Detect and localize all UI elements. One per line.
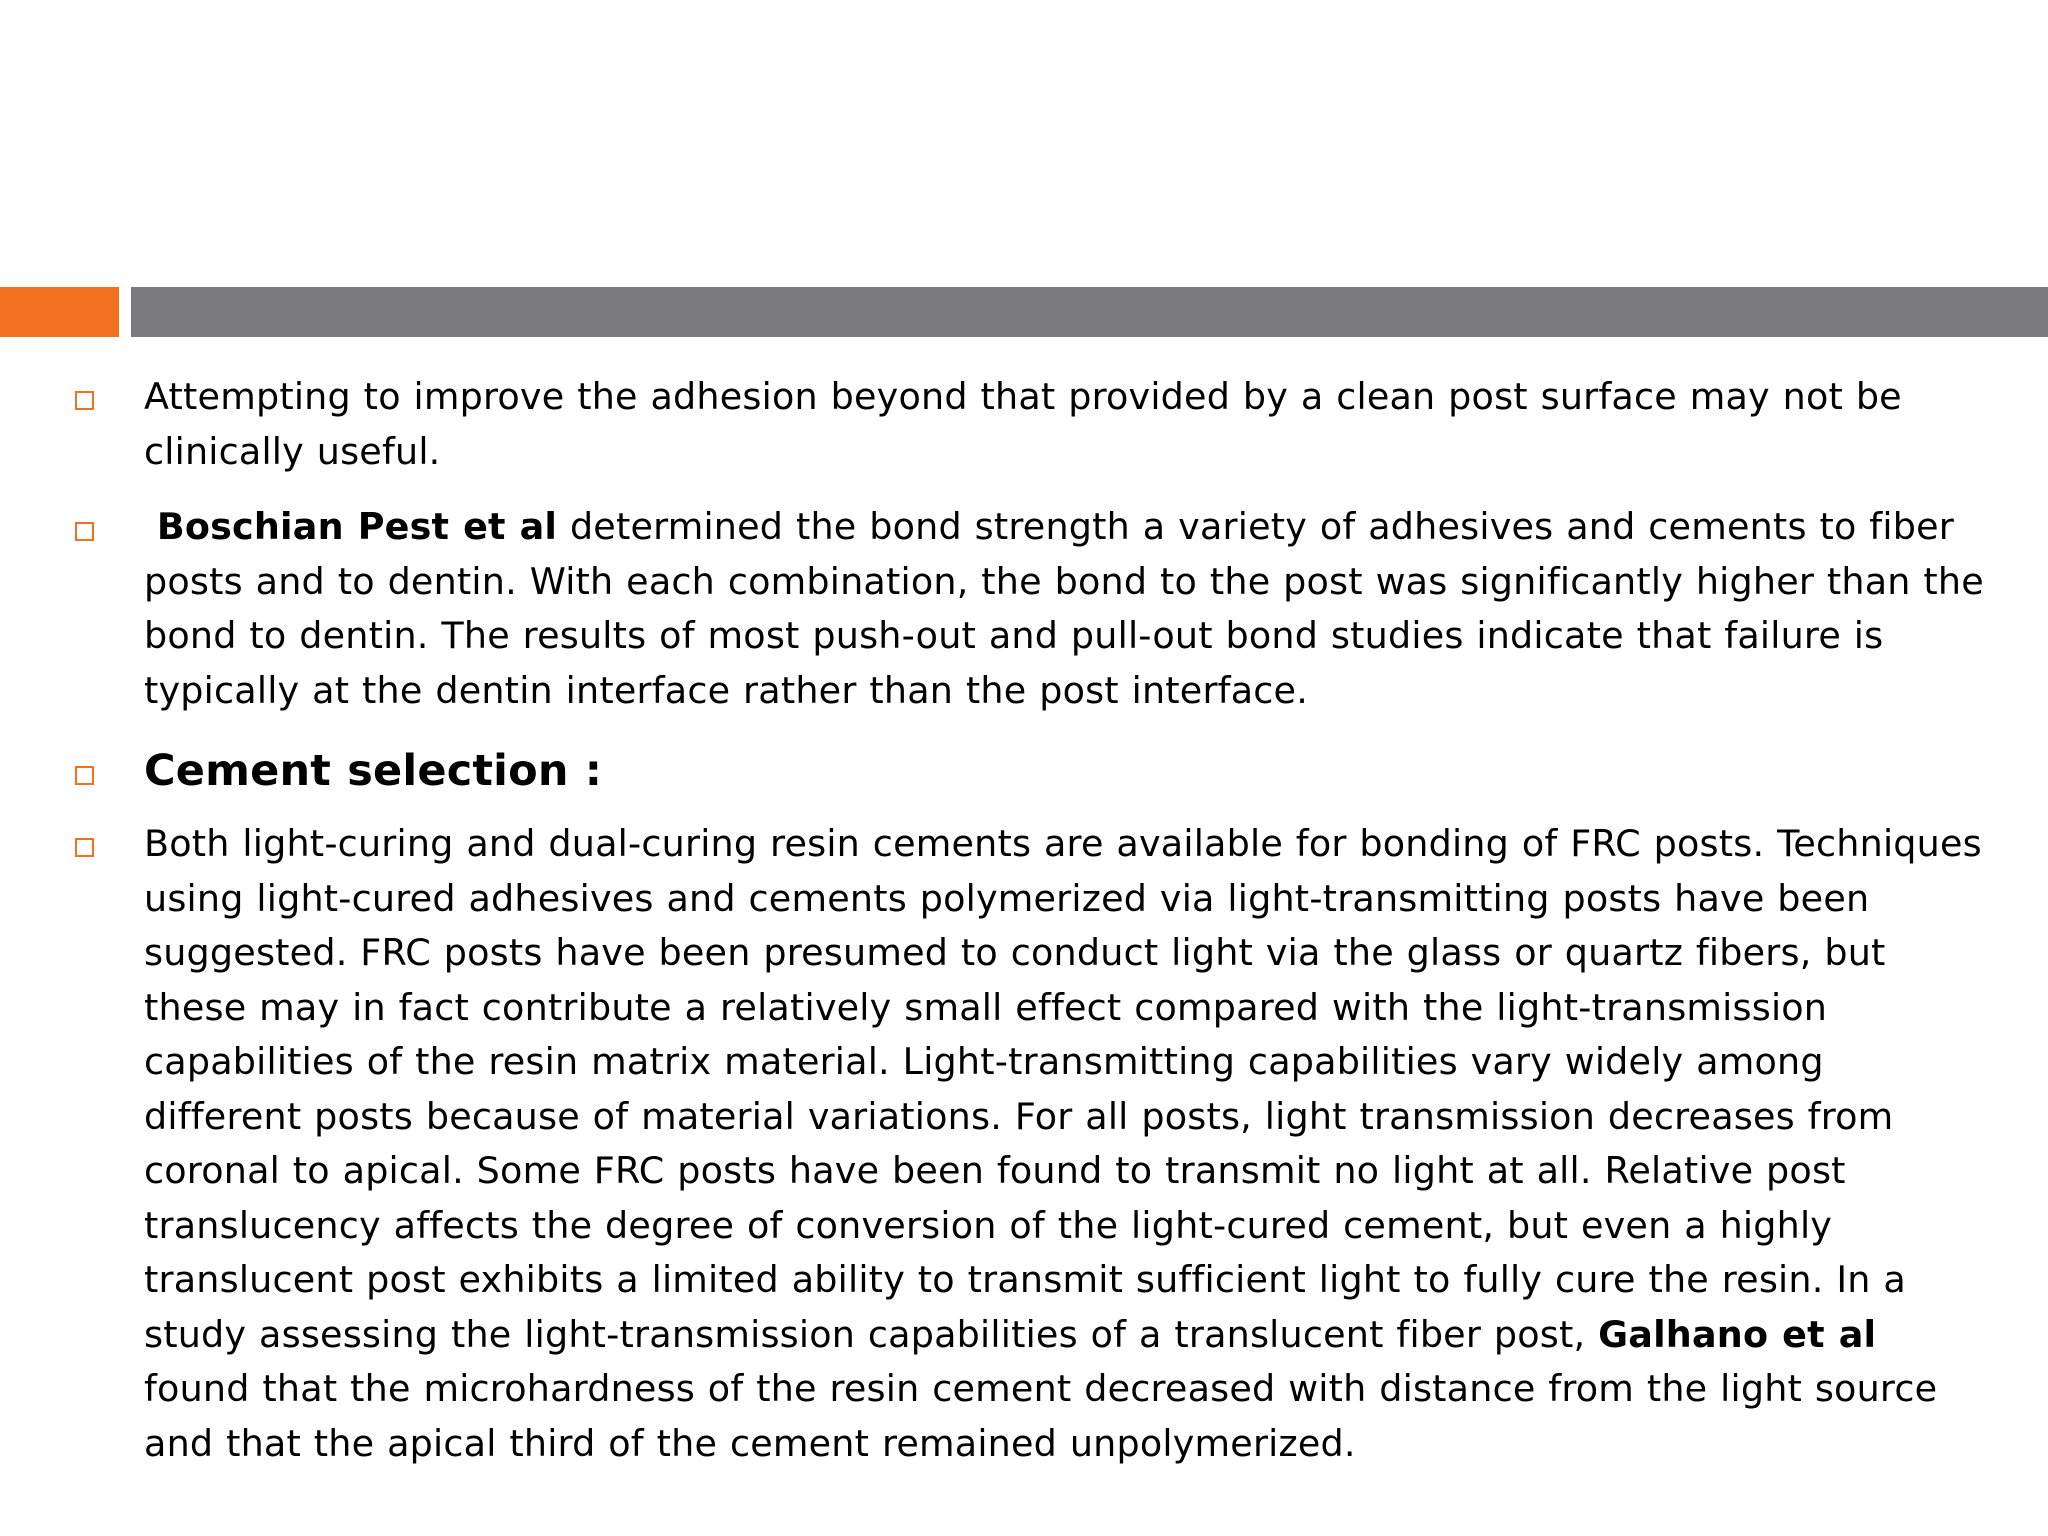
- bullet-item: [70, 500, 1990, 718]
- bullet-text: [144, 817, 1990, 1471]
- square-bullet-icon: [75, 766, 94, 785]
- bullet-text: [144, 500, 1990, 718]
- section-heading: Cement selection :: [144, 746, 603, 796]
- accent-block: [0, 287, 119, 337]
- bullet-text: Attempting to improve the adhesion beyond that provided by a clean post surface may not be clinically useful.: [144, 375, 1902, 473]
- bullet-body: Both light-curing and dual-curing resin cements are available for bonding of FRC posts. Techniques using light-cured adhesives and cements polymerized via light-transmitting posts have been suggested. FRC posts have been presumed to conduct light via the glass or quartz fibers, but these may in fact contribute a relatively small effect compared with the light-transmission capabilities of the resin matrix material. Light-transmitting capabilities vary widely among different posts because of material variations. For all posts, light transmission decreases from coronal to apical. Some FRC posts have been found to transmit no light at all. Relative post translucency affects the degree of conversion of the light-cured cement, but even a highly translucent post exhibits a limited ability to transmit sufficient light to fully cure the resin. In a study assessing the light-transmission capabilities of a translucent fiber post,: [144, 822, 1982, 1356]
- bullet-item: [70, 741, 1990, 801]
- bullet-body: determined the bond strength a variety of adhesives and cements to fiber posts and to dentin. With each combination, the bond to the post was significantly higher than the bond to dentin. The results of most push-out and pull-out bond studies indicate that failure is typically at the dentin interface rather than the post interface.: [144, 505, 1984, 712]
- title-bar: [0, 287, 2048, 337]
- bullet-item: [70, 370, 1990, 479]
- slide-content: [70, 370, 1990, 1471]
- title-band: [131, 287, 2048, 337]
- square-bullet-icon: [75, 522, 94, 541]
- square-bullet-icon: [75, 391, 94, 410]
- bullet-body: found that the microhardness of the resin cement decreased with distance from the light source and that the apical third of the cement remained unpolymerized.: [144, 1367, 1938, 1465]
- square-bullet-icon: [75, 838, 94, 857]
- author-citation: Galhano et al: [1598, 1312, 1877, 1356]
- author-citation: Boschian Pest et al: [156, 505, 558, 548]
- bullet-item: [70, 817, 1990, 1471]
